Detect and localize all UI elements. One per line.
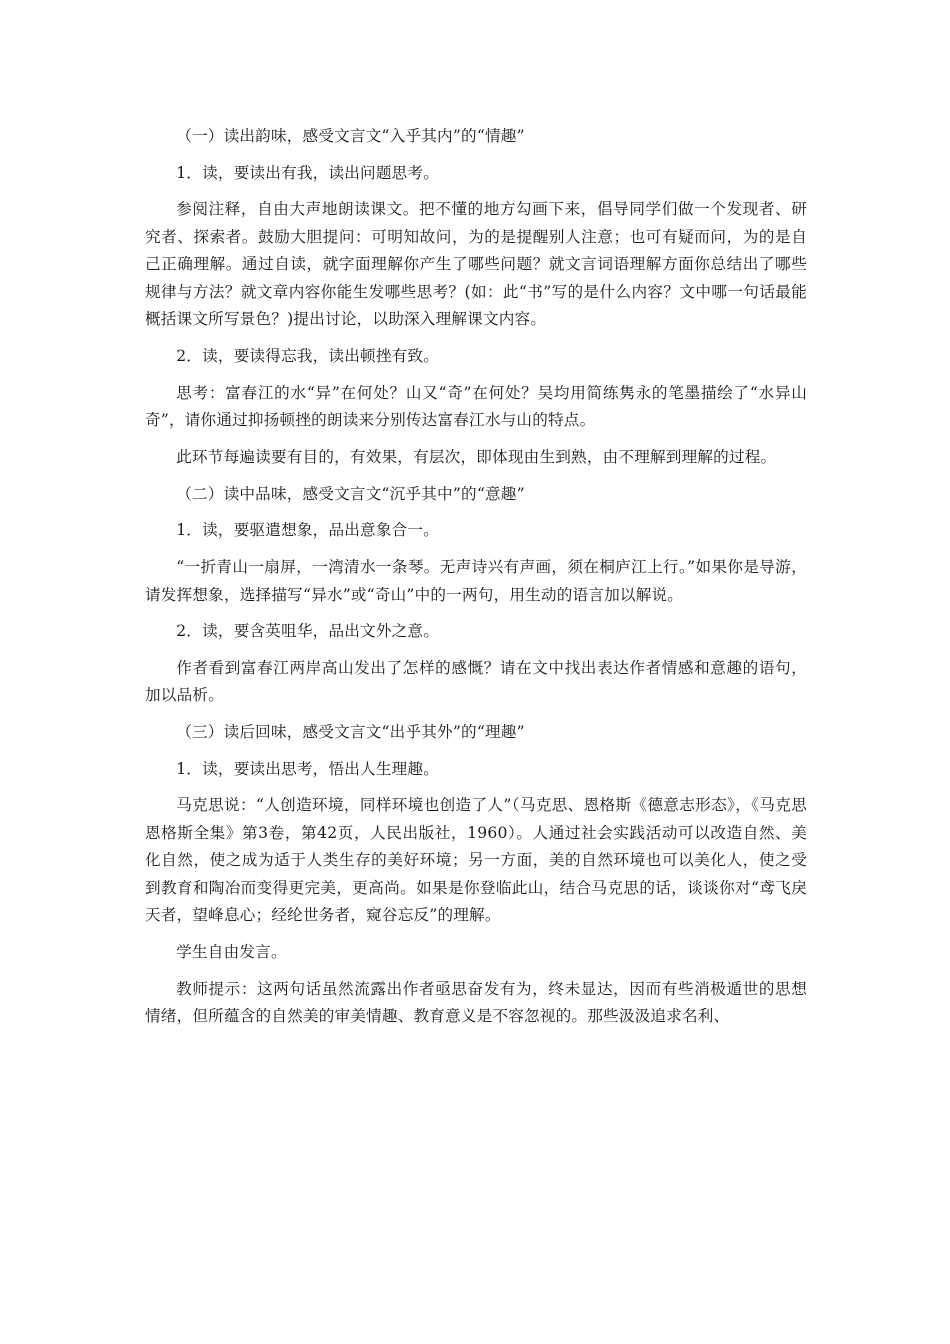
subheading-1-1: 1．读，要读出有我，读出问题思考。 (176, 163, 440, 182)
paragraph: 此环节每遍读要有目的，有效果，有层次，即体现由生到熟，由不理解到理解的过程。 (176, 447, 777, 466)
paragraph: 教师提示：这两句话虽然流露出作者亟思奋发有为，终未显达，因而有些消极遁世的思想情绪，但所蕴含的自然美的审美情趣、教育意义是不容忽视的。那些汲汲追求名利、 (145, 979, 807, 1026)
paragraph: “一折青山一扇屏，一湾清水一条琴。无声诗兴有声画，须在桐庐江上行。”如果你是导游，请发挥想象，选择描写“异水”或“奇山”中的一两句，用生动的语言加以解说。 (145, 558, 807, 604)
subheading-3-1: 1．读，要读出思考，悟出人生理趣。 (176, 759, 440, 778)
paragraph: 思考：富春江的水“异”在何处？山又“奇”在何处？吴均用简练隽永的笔墨描绘了“水异山奇”，请你通过抑扬顿挫的朗读来分别传达富春江水与山的特点。 (145, 383, 807, 430)
section-heading-3: （三）读后回味，感受文言文“出乎其外”的“理趣” (176, 723, 525, 742)
paragraph: 学生自由发言。 (176, 943, 287, 962)
paragraph: 马克思说：“人创造环境，同样环境也创造了人”（马克思、恩格斯《德意志形态》，《马克思恩格斯全集》第3卷，第42页，人民出版社，1960）。人通过社会实践活动可以改造自然、美化自然，使之成为适于人类生存的美好环境；另一方面，美的自然环境也可以美化人，使之受到教育和陶冶而变得更完美，更高尚。如果是你登临此山，结合马克思的话，谈谈你对“鸢飞戾天者，望峰息心；经纶世务者，窥谷忘反”的理解。 (145, 796, 807, 925)
subheading-2-1: 1．读，要驱遣想象，品出意象合一。 (176, 521, 440, 540)
paragraph: 参阅注释，自由大声地朗读课文。把不懂的地方勾画下来，倡导同学们做一个发现者、研究者、探索者。鼓励大胆提问：可明知故问，为的是提醒别人注意；也可有疑而问，为的是自己正确理解。通过自读，就字面理解你产生了哪些问题？就文言词语理解方面你总结出了哪些规律与方法？就文章内容你能生发哪些思考？(如：此“书”写的是什么内容？文中哪一句话最能概括课文所写景色？)提出讨论，以助深入理解课文内容。 (145, 200, 807, 329)
subheading-2-2: 2．读，要含英咀华，品出文外之意。 (176, 622, 440, 641)
section-heading-2: （二）读中品味，感受文言文“沉乎其中”的“意趣” (176, 484, 525, 503)
section-heading-1: （一）读出韵味，感受文言文“入乎其内”的“情趣” (176, 127, 525, 145)
paragraph: 作者看到富春江两岸高山发出了怎样的感慨？请在文中找出表达作者情感和意趣的语句，加以品析。 (145, 658, 807, 705)
document-body (145, 123, 807, 1040)
subheading-1-2: 2．读，要读得忘我，读出顿挫有致。 (176, 347, 440, 366)
